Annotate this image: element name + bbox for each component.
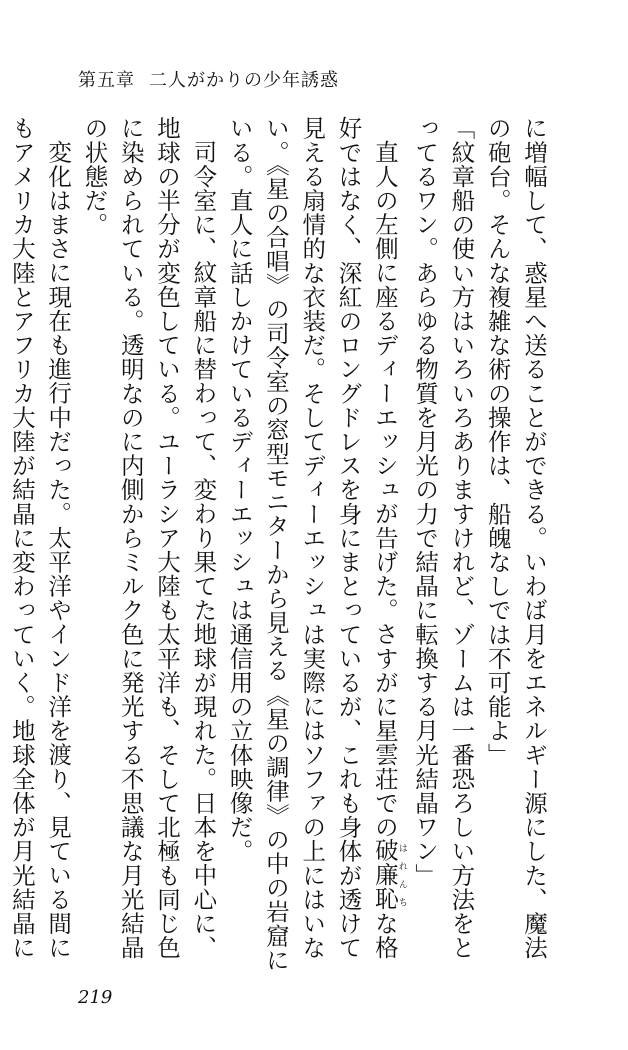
ruby-annotation: 破廉恥はれんち (370, 838, 407, 911)
paragraph (221, 116, 406, 978)
chapter-title: 二人がかりの少年誘惑 (149, 70, 339, 91)
text-run: 「紋章船の使い方はいろいろありますけれど、ゾームは一番恐ろしい方法をとってるワン。あらゆる物質を月光の力で結晶に転換する月光結晶ワン」 (411, 116, 476, 960)
page-number: 219 (78, 987, 113, 1008)
text-run: な格好ではなく、深紅のロングドレスを身にまとっているが、これも身体が透けて見える扇情的な衣装だ。そしてディーエッシュは実際にはソファの上にはいない。《星の合唱》の司令室の窓型モニターから見える《星の調律》の中の岩窟にいる。直人に話しかけているディーエッシュは通信用の立体映像だ。 (225, 116, 399, 972)
paragraph (407, 116, 480, 978)
text-run: に増幅して、惑星へ送ることができる。いわば月をエネルギー源にした、魔法の砲台。そんな複雑な術の操作は、船魄なしでは不可能よ」 (483, 116, 548, 960)
paragraph (76, 116, 221, 978)
paragraph (0, 116, 76, 978)
text-run: 直人の左側に座るディーエッシュが告げた。さすがに星雲荘での (370, 139, 399, 839)
vertical-body-text (7, 116, 552, 978)
chapter-label: 第五章 (78, 70, 135, 91)
paragraph (479, 116, 552, 978)
text-run: 司令室に、紋章船に替わって、変わり果てた地球が現れた。日本を中心に、地球の半分が変色している。ユーラシア大陸も太平洋も、そして北極も同じ色に染められている。透明なのに内側からミルク色に発光する不思議な月光結晶の状態だ。 (80, 116, 218, 960)
text-run: 変化はまさに現在も進行中だった。太平洋やインド洋を渡り、見ている間にもアメリカ大陸とアフリカ大陸が結晶に変わっていく。地球全体が月光結晶に (7, 116, 73, 960)
running-header (78, 66, 339, 92)
